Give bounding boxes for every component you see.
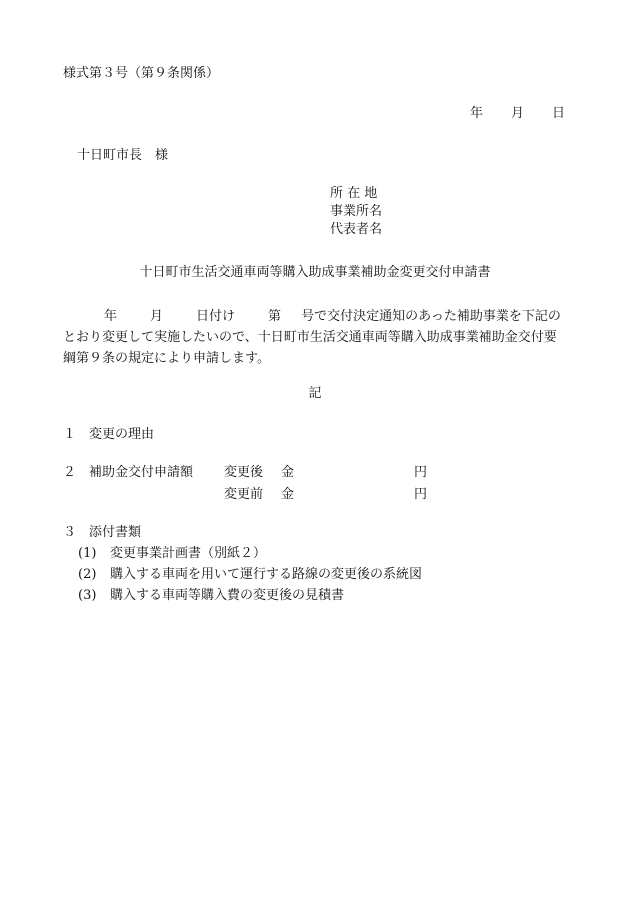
form-number: 様式第３号（第９条関係） bbox=[63, 66, 220, 81]
amount-after-label: 変更後 bbox=[224, 465, 264, 480]
item1-label: 変更の理由 bbox=[89, 427, 155, 442]
attachment-index: (1) bbox=[78, 546, 97, 561]
item3-label: 添付書類 bbox=[89, 525, 142, 540]
attachment-index: (2) bbox=[78, 567, 97, 582]
body-dai: 第 bbox=[268, 309, 282, 324]
attachment-item bbox=[78, 589, 344, 602]
body-line-2: とおり変更して実施したいので、十日町市生活交通車両等購入助成事業補助金交付要 bbox=[63, 330, 557, 345]
attachment-index: (3) bbox=[78, 588, 97, 603]
body-day: 日付け bbox=[196, 309, 236, 324]
date-month: 月 bbox=[510, 106, 524, 121]
date-year: 年 bbox=[469, 106, 483, 121]
applicant-block bbox=[330, 187, 382, 241]
body-line-1-rest: 号で交付決定通知のあった補助事業を下記の bbox=[301, 309, 561, 324]
ki-heading: 記 bbox=[308, 386, 322, 401]
applicant-address-label: 所 在 地 bbox=[330, 186, 378, 201]
item-subsidy-amount-before bbox=[63, 488, 427, 501]
item-attachments bbox=[63, 526, 141, 539]
date-line bbox=[470, 107, 565, 120]
attachment-text: 購入する車両等購入費の変更後の見積書 bbox=[110, 588, 345, 603]
amount-after-kin: 金 bbox=[281, 465, 295, 480]
applicant-business-name-label: 事業所名 bbox=[330, 204, 383, 219]
body-line-3: 綱第９条の規定により申請します。 bbox=[63, 351, 270, 366]
attachment-item bbox=[78, 568, 422, 581]
attachment-text: 購入する車両を用いて運行する路線の変更後の系統図 bbox=[110, 567, 423, 582]
item2-number: ２ bbox=[63, 465, 77, 480]
item-subsidy-amount bbox=[63, 466, 427, 479]
amount-before-kin: 金 bbox=[281, 487, 295, 502]
item-change-reason bbox=[63, 428, 154, 441]
attachment-item bbox=[78, 547, 266, 560]
item3-number: ３ bbox=[63, 525, 77, 540]
amount-after-yen: 円 bbox=[414, 465, 428, 480]
body-line-1 bbox=[63, 306, 573, 327]
body-month: 月 bbox=[150, 309, 164, 324]
document-title: 十日町市生活交通車両等購入助成事業補助金変更交付申請書 bbox=[139, 265, 491, 280]
date-day: 日 bbox=[551, 106, 565, 121]
item1-number: １ bbox=[63, 427, 77, 442]
item2-label: 補助金交付申請額 bbox=[89, 465, 194, 480]
body-paragraph bbox=[63, 306, 573, 369]
body-year: 年 bbox=[104, 309, 118, 324]
addressee: 十日町市長 様 bbox=[77, 148, 169, 163]
amount-before-label: 変更前 bbox=[224, 487, 264, 502]
amount-before-yen: 円 bbox=[414, 487, 428, 502]
applicant-representative-label: 代表者名 bbox=[330, 222, 383, 237]
attachment-text: 変更事業計画書（別紙２） bbox=[110, 546, 267, 561]
